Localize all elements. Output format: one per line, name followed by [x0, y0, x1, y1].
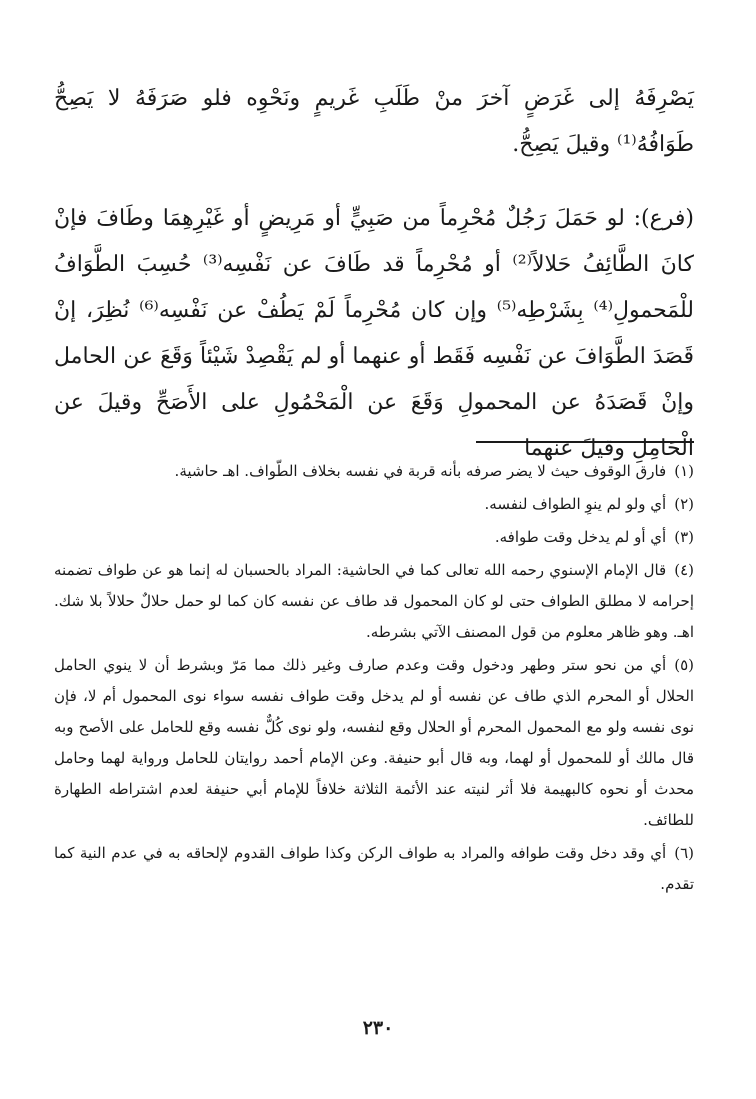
- footnote-text: أي ولو لم ينوِ الطواف لنفسه.: [484, 495, 667, 513]
- footnotes: [54, 456, 694, 900]
- footnote-5: [54, 650, 694, 836]
- footnote-text: أي وقد دخل وقت طوافه والمراد به طواف الركن وكذا طواف القدوم لإلحاقه به في عدم النية كما تقدم.: [54, 844, 694, 893]
- page-number: ٢٣٠: [362, 1017, 394, 1039]
- footnote-number: (٣): [674, 528, 694, 546]
- footnote-2: [54, 489, 694, 520]
- footnote-text: أي من نحو ستر وطهر ودخول وقت وعدم صارف وغير ذلك مما مَرّ وبشرط أن لا ينوي الحامل الحلال أو المحرم الذي طاف عن نفسه أو لم يدخل وقت طواف نفسه سواء نوى المحمول أم لا، فإن نوى نفسه ولو مع المحمول المحرم أو الحلال وقع لنفسه، ولو نوى كُلٌّ نفسه وقع للحامل على الأصح وبه قال مالك أو للمحمول أو لهما، وبه قال أبو حنيفة. وعن الإمام أحمد روايتان للحامل ورواية لهما وحامل محدث أو نحوه كالبهيمة فلا أثر لنيته عند الأئمة الثلاثة خلافاً للإمام أبي حنيفة لعدم اشتراطه الطهارة للطائف.: [54, 656, 694, 829]
- footnote-number: (٥): [674, 656, 694, 674]
- footnote-number: (٦): [674, 844, 694, 862]
- footnote-3: [54, 522, 694, 553]
- footnote-text: قال الإمام الإسنوي رحمه الله تعالى كما في الحاشية: المراد بالحسبان له إنما هو عن طواف تضمنه إحرامه لا مطلق الطواف حتى لو كان المحمول قد طاف عن نفسه كان كما لو حمل حلالٌ حلالاً بلا شك. اهـ. وهو ظاهر معلوم من قول المصنف الآتي بشرطه.: [54, 561, 694, 641]
- main-paragraph-1: يَصْرِفَهُ إلى غَرَضٍ آخرَ منْ طَلَبِ غَريمٍ ونَحْوِه فلو صَرَفَهُ لا يَصِحُّ طَوَافُهُ⁽¹⁾ وقيلَ يَصِحُّ.: [54, 86, 694, 157]
- footnote-separator: [476, 441, 694, 443]
- footnote-4: [54, 555, 694, 648]
- footnote-text: أي أو لم يدخل وقت طوافه.: [494, 528, 667, 546]
- footnote-text: فارق الوقوف حيث لا يضر صرفه بأنه قربة في نفسه بخلاف الطّواف. اهـ حاشية.: [174, 462, 667, 480]
- main-paragraph-2-fara: (فرع): لو حَمَلَ رَجُلٌ مُحْرِماً من صَبِيٍّ أو مَرِيضٍ أو غَيْرِهِمَا وطَافَ فإنْ كانَ الطَّائِفُ حَلالاً⁽²⁾ أو مُحْرِماً قد طَافَ عن نَفْسِه⁽³⁾ حُسِبَ الطَّوَافُ للْمَحمولِ⁽⁴⁾ بِشَرْطِه⁽⁵⁾ وإن كان مُحْرِماً لَمْ يَطُفْ عن نَفْسِه⁽⁶⁾ نُظِرَ، إنْ قَصَدَ الطَّوَافَ عن نَفْسِه فَقَط أو عنهما أو لم يَقْصِدْ شَيْئاً وَقَعَ عن الحامل وإنْ قَصَدَهُ عن المحمولِ وَقَعَ عن الْمَحْمُولِ على الأَصَحِّ وقيلَ عن الْحَامِلِ وقيلَ عنهما: [54, 206, 694, 461]
- footnote-number: (٢): [674, 495, 694, 513]
- main-text: [54, 76, 694, 472]
- footnote-number: (٤): [674, 561, 694, 579]
- footnote-6: [54, 838, 694, 900]
- footnote-1: [54, 456, 694, 487]
- footnote-number: (١): [674, 462, 694, 480]
